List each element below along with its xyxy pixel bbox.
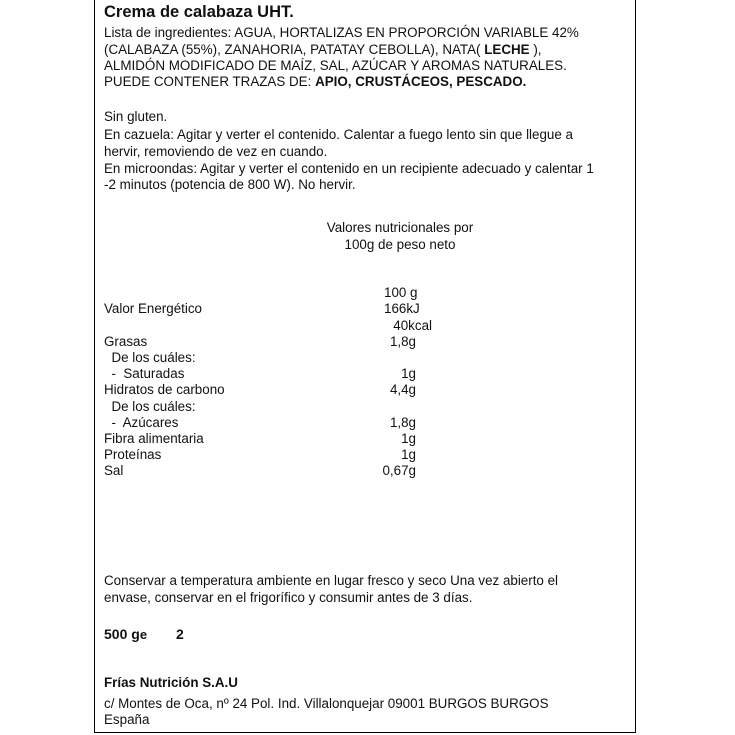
nutrition-header: Valores nutricionales por	[326, 220, 474, 235]
nutrient-value: 4,4g	[389, 382, 416, 397]
preparation-text: En cazuela: Agitar y verter el contenido. Calentar a fuego lento sin que llegue a	[104, 127, 573, 142]
nutrient-label: De los cuáles:	[104, 350, 196, 365]
storage-instructions: envase, conservar en el frigorífico y consumir antes de 3 días.	[104, 590, 473, 605]
nutrient-value: 166kJ	[384, 301, 420, 316]
nutrient-value: 1,8g	[389, 415, 416, 430]
nutrient-value: 40kcal	[393, 318, 432, 333]
nutrient-value: 1g	[401, 366, 416, 381]
company-country: España	[104, 712, 150, 727]
nutrition-column-header: 100 g	[384, 285, 418, 300]
ingredients-line: (CALABAZA (55%), ZANAHORIA, PATATAY CEBOLLA), NATA( LECHE ),	[104, 42, 542, 57]
allergen-warning: PUEDE CONTENER TRAZAS DE: APIO, CRUSTÁCEOS, PESCADO.	[104, 74, 527, 89]
nutrient-label: Proteínas	[104, 447, 162, 462]
company-name: Frías Nutrición S.A.U	[104, 675, 238, 690]
company-address: c/ Montes de Oca, nº 24 Pol. Ind. Villalonquejar 09001 BURGOS BURGOS	[104, 696, 549, 711]
gluten-free-note: Sin gluten.	[104, 109, 168, 124]
allergen-highlight: APIO, CRUSTÁCEOS, PESCADO.	[315, 74, 527, 89]
net-weight: 500 ge	[104, 626, 148, 642]
nutrient-label: Fibra alimentaria	[104, 431, 204, 446]
portions-count: 2	[176, 626, 184, 642]
nutrient-label: Sal	[104, 463, 124, 478]
preparation-text: -2 minutos (potencia de 800 W). No hervir.	[104, 177, 356, 192]
preparation-text: hervir, removiendo de vez en cuando.	[104, 144, 328, 159]
nutrition-header: 100g de peso neto	[344, 237, 456, 252]
allergen-highlight: LECHE	[484, 42, 530, 57]
nutrient-value: 1g	[401, 447, 416, 462]
nutrient-label: Grasas	[104, 334, 148, 349]
preparation-text: En microondas: Agitar y verter el contenido en un recipiente adecuado y calentar 1	[104, 161, 594, 176]
nutrient-value: 1g	[401, 431, 416, 446]
nutrient-label: De los cuáles:	[104, 399, 196, 414]
product-title: Crema de calabaza UHT.	[104, 3, 294, 21]
storage-instructions: Conservar a temperatura ambiente en lugar fresco y seco Una vez abierto el	[104, 573, 559, 588]
nutrient-label: - Saturadas	[104, 366, 185, 381]
nutrient-label: Hidratos de carbono	[104, 382, 225, 397]
nutrient-value: 0,67g	[382, 463, 416, 478]
nutrient-label: Valor Energético	[104, 301, 203, 316]
ingredients-line: Lista de ingredientes: AGUA, HORTALIZAS EN PROPORCIÓN VARIABLE 42%	[104, 25, 579, 40]
ingredients-line: ALMIDÓN MODIFICADO DE MAÍZ, SAL, AZÚCAR Y AROMAS NATURALES.	[104, 58, 567, 73]
estimated-sign-icon: e	[139, 627, 148, 642]
nutrient-value: 1,8g	[389, 334, 416, 349]
nutrient-label: - Azúcares	[104, 415, 179, 430]
